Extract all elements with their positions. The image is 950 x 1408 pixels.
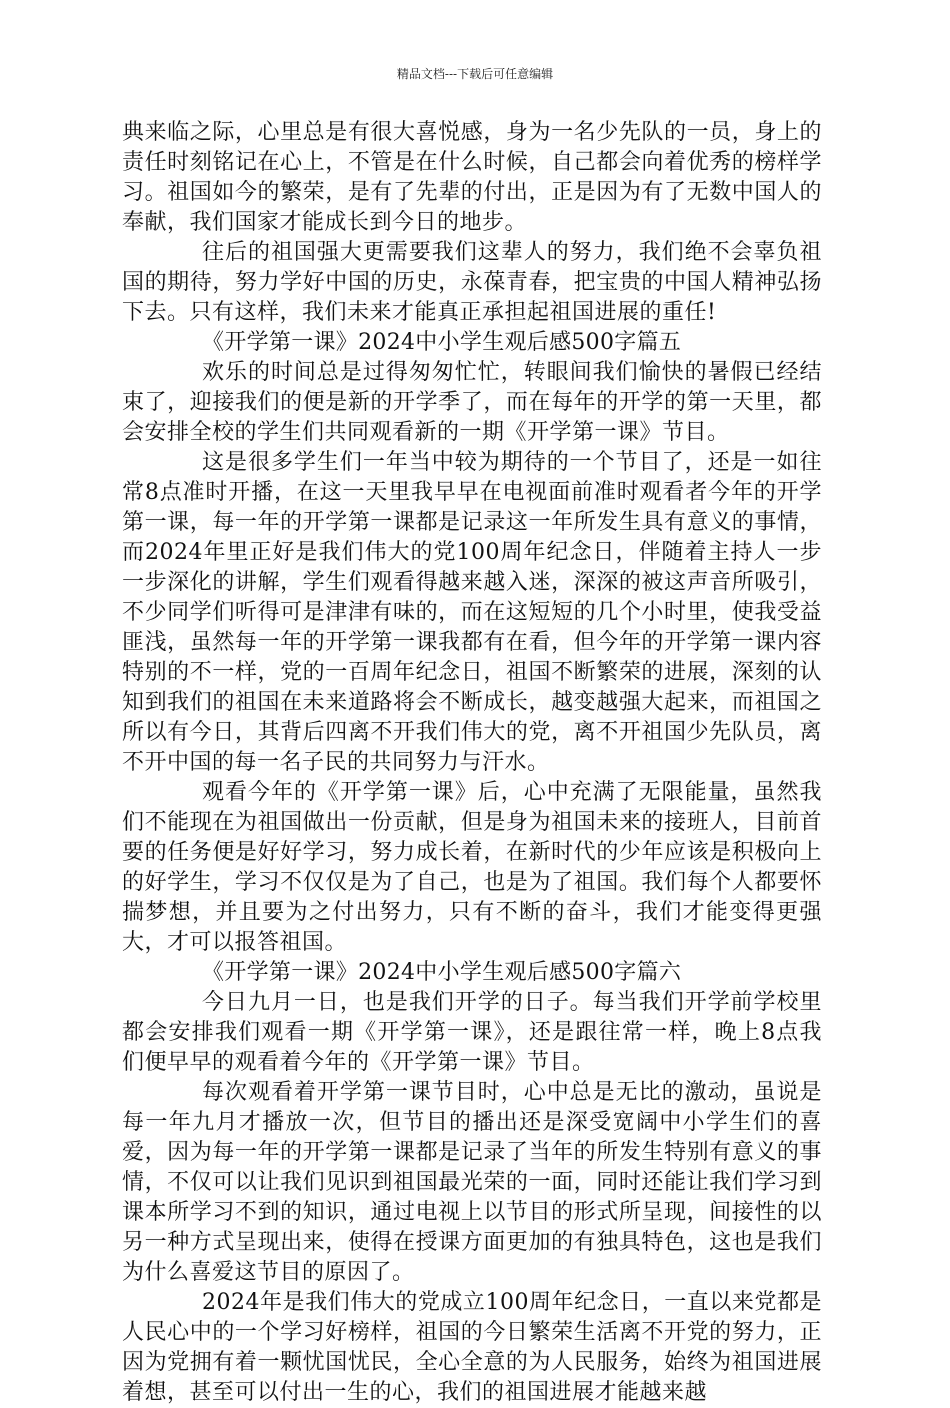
paragraph: 往后的祖国强大更需要我们这辈人的努力，我们绝不会辜负祖国的期待，努力学好中国的历史，永葆青春，把宝贵的中国人精神弘扬下去。只有这样，我们未来才能真正承担起祖国进展的重任! [122,240,822,325]
paragraph: 今日九月一日，也是我们开学的日子。每当我们开学前学校里都会安排我们观看一期《开学第一课》，还是跟往常一样，晚上8点我们便早早的观看着今年的《开学第一课》节目。 [122,990,822,1075]
paragraph: 典来临之际，心里总是有很大喜悦感，身为一名少先队的一员，身上的责任时刻铭记在心上，不管是在什么时候，自己都会向着优秀的榜样学习。祖国如今的繁荣，是有了先辈的付出，正是因为有了无数中国人的奉献，我们国家才能成长到今日的地步。 [122,120,822,235]
document-body [122,118,822,1408]
section-heading: 《开学第一课》2024中小学生观后感500字篇五 [202,330,682,355]
section-heading: 《开学第一课》2024中小学生观后感500字篇六 [202,960,682,985]
paragraph: 这是很多学生们一年当中较为期待的一个节目了，还是一如往常8点准时开播，在这一天里我早早在电视面前准时观看者今年的开学第一课，每一年的开学第一课都是记录这一年所发生具有意义的事情，而2024年里正好是我们伟大的党100周年纪念日，伴随着主持人一步一步深化的讲解，学生们观看得越来越入迷，深深的被这声音所吸引，不少同学们听得可是津津有味的，而在这短短的几个小时里，使我受益匪浅，虽然每一年的开学第一课我都有在看，但今年的开学第一课内容特别的不一样，党的一百周年纪念日，祖国不断繁荣的进展，深刻的认知到我们的祖国在未来道路将会不断成长，越变越强大起来，而祖国之所以有今日，其背后四离不开我们伟大的党，离不开祖国少先队员，离不开中国的每一名子民的共同努力与汗水。 [122,450,822,775]
paragraph: 欢乐的时间总是过得匆匆忙忙，转眼间我们愉快的暑假已经结束了，迎接我们的便是新的开学季了，而在每年的开学的第一天里，都会安排全校的学生们共同观看新的一期《开学第一课》节目。 [122,360,822,445]
paragraph: 2024年是我们伟大的党成立100周年纪念日，一直以来党都是人民心中的一个学习好榜样，祖国的今日繁荣生活离不开党的努力，正因为党拥有着一颗忧国忧民，全心全意的为人民服务，始终为祖国进展着想，甚至可以付出一生的心，我们的祖国进展才能越来越 [122,1290,822,1405]
paragraph: 每次观看着开学第一课节目时，心中总是无比的激动，虽说是每一年九月才播放一次，但节目的播出还是深受宽阔中小学生们的喜爱，因为每一年的开学第一课都是记录了当年的所发生特别有意义的事情，不仅可以让我们见识到祖国最光荣的一面，同时还能让我们学习到课本所学习不到的知识，通过电视上以节目的形式所呈现，间接性的以另一种方式呈现出来，使得在授课方面更加的有独具特色，这也是我们为什么喜爱这节目的原因了。 [122,1080,822,1285]
page-header: 精品文档---下载后可任意编辑 [396,67,554,81]
paragraph: 观看今年的《开学第一课》后，心中充满了无限能量，虽然我们不能现在为祖国做出一份贡献，但是身为祖国未来的接班人，目前首要的任务便是好好学习，努力成长着，在新时代的少年应该是积极向上的好学生，学习不仅仅是为了自己，也是为了祖国。我们每个人都要怀揣梦想，并且要为之付出努力，只有不断的奋斗，我们才能变得更强大，才可以报答祖国。 [122,780,822,955]
